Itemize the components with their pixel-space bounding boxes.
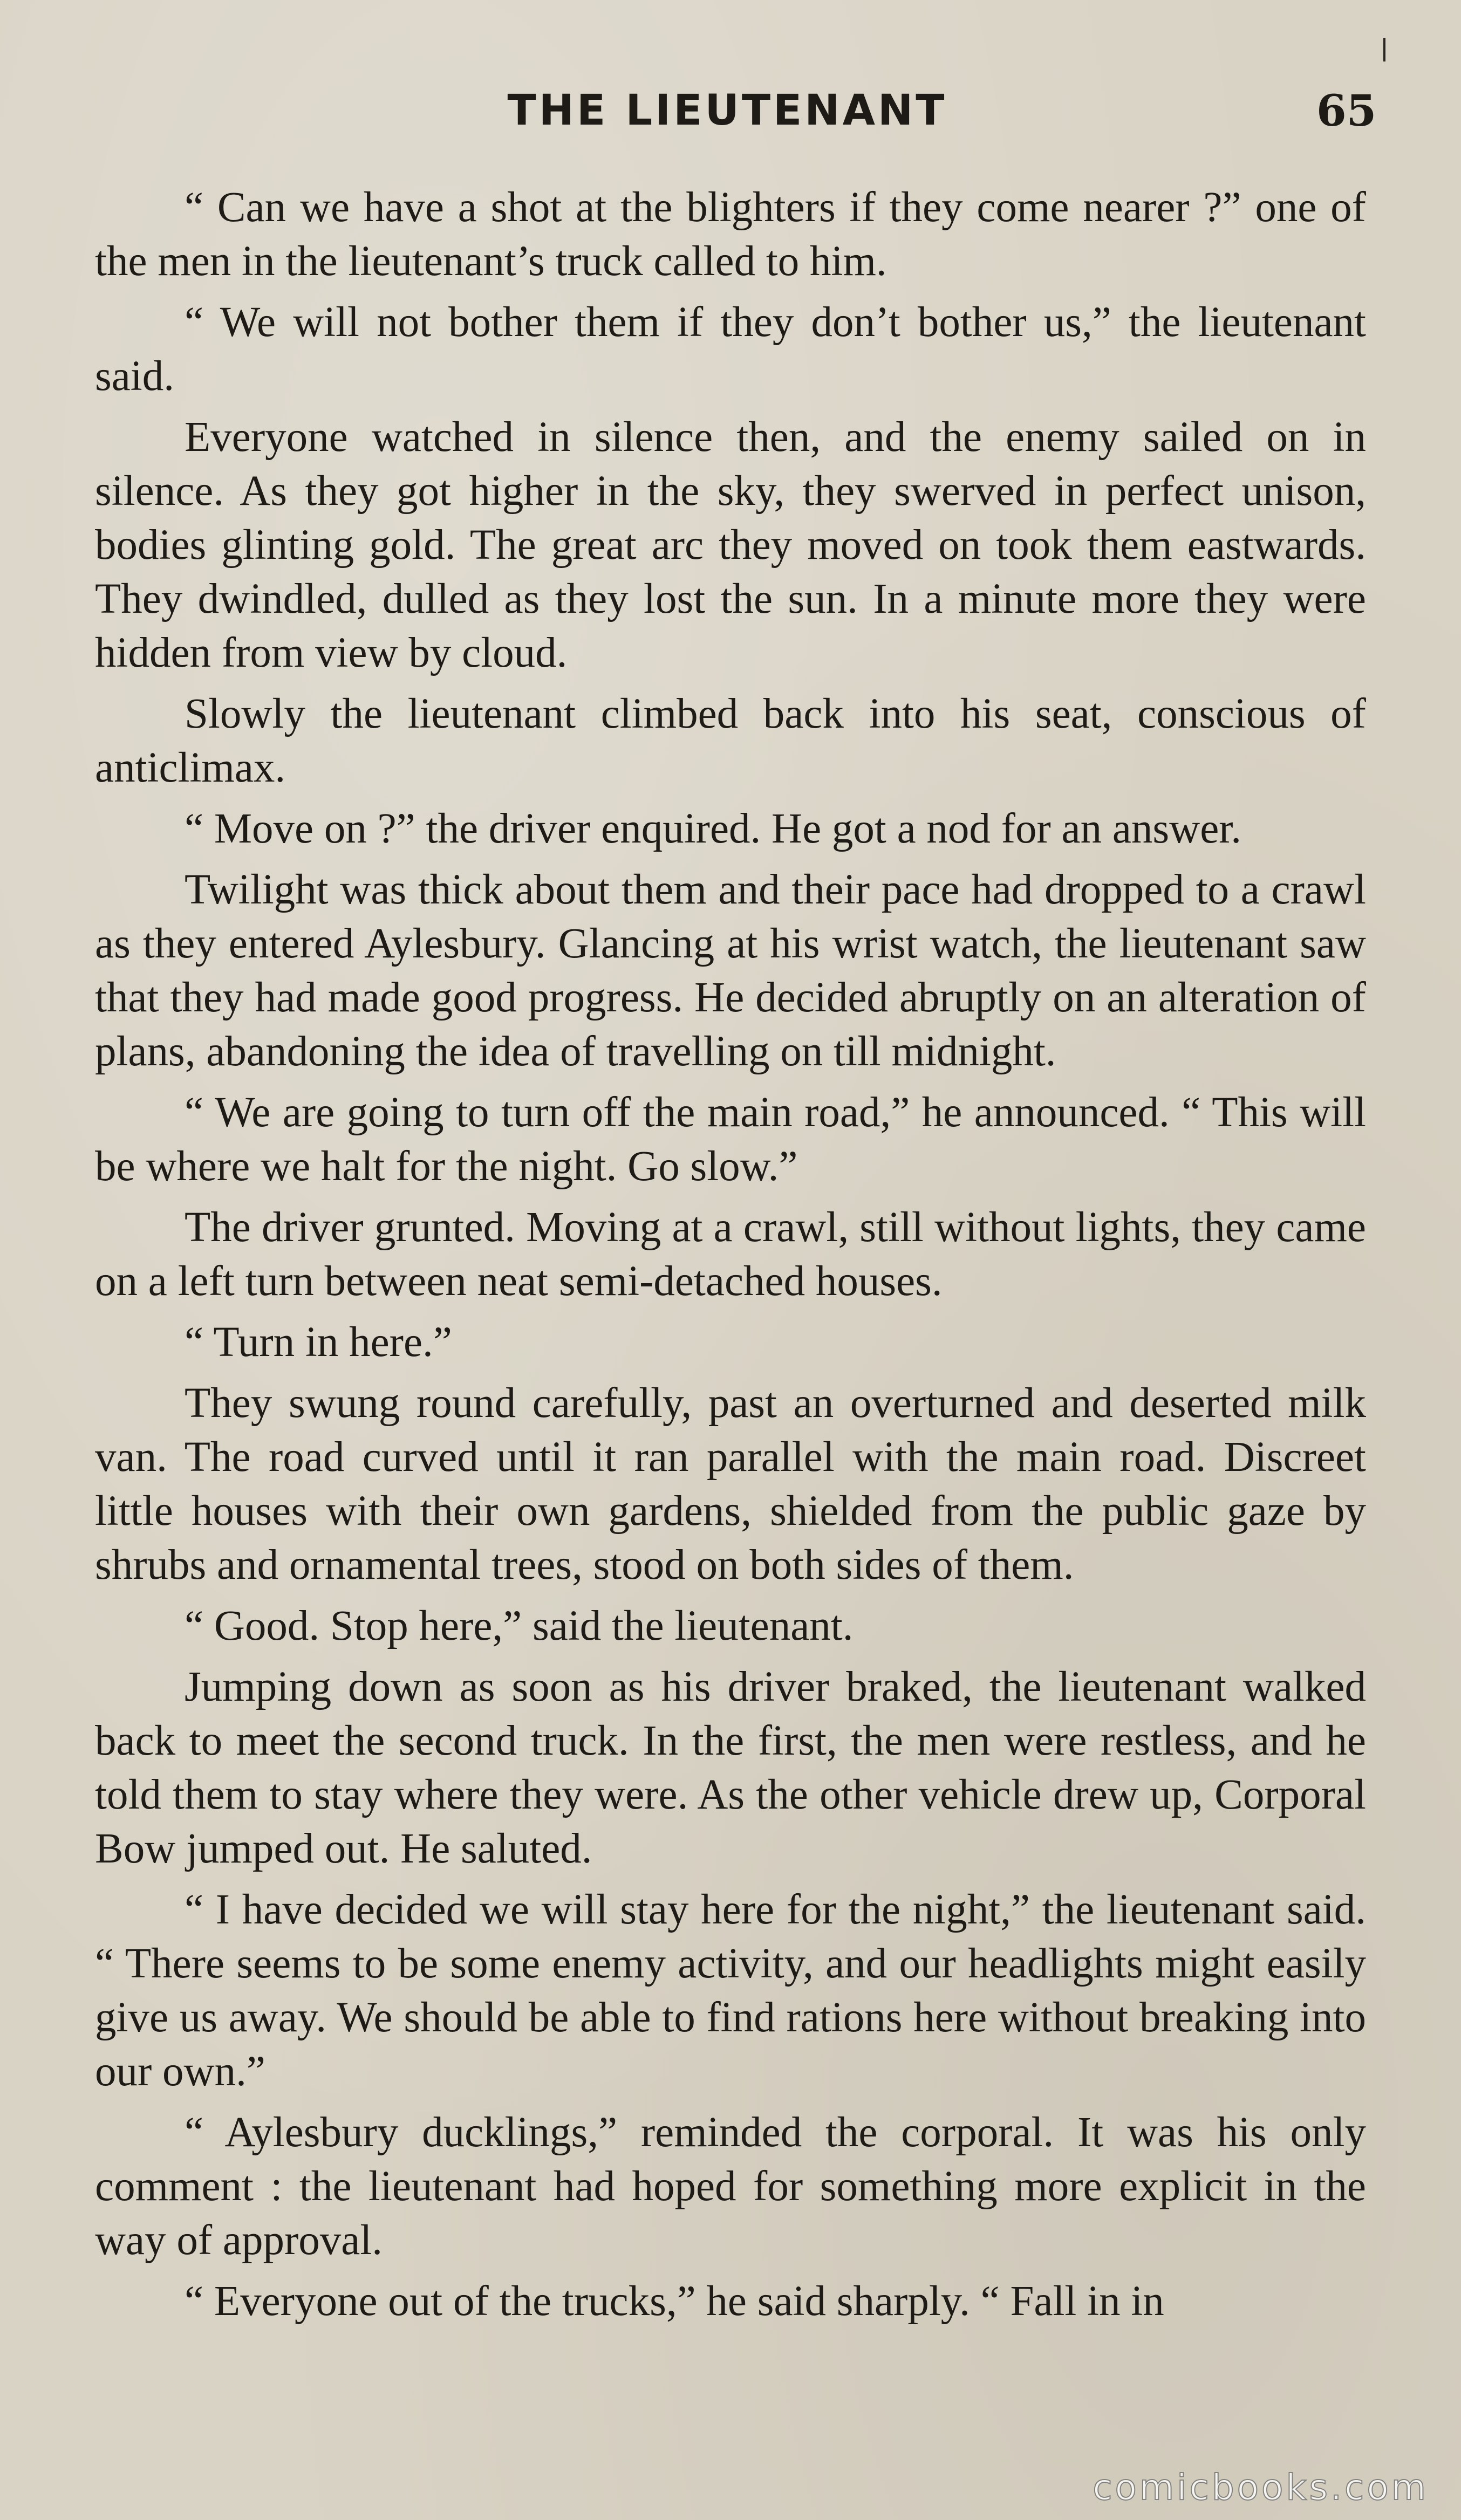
paragraph-1: “ Can we have a shot at the blighters if they come nearer ?” one of the men in the lieutenant’s truck called to him. bbox=[95, 184, 1366, 285]
paragraph-4: Slowly the lieutenant climbed back into his seat, conscious of anticlimax. bbox=[95, 690, 1366, 791]
page-number: 65 bbox=[1316, 85, 1377, 136]
paragraph-15: “ Everyone out of the trucks,” he said sharply. “ Fall in in bbox=[185, 2278, 1164, 2325]
paragraph-14: “ Aylesbury ducklings,” reminded the corporal. It was his only comment : the lieutenant had hoped for something more explicit in the way of approval. bbox=[95, 2109, 1366, 2264]
paragraph-9: “ Turn in here.” bbox=[185, 1319, 452, 1366]
paragraph-8: The driver grunted. Moving at a crawl, still without lights, they came on a left turn between neat semi-detached houses. bbox=[95, 1204, 1366, 1305]
body-text bbox=[95, 181, 1366, 2336]
page-header bbox=[0, 81, 1461, 140]
scan-mark bbox=[1383, 38, 1385, 61]
paragraph-13: “ I have decided we will stay here for the night,” the lieutenant said. “ There seems to be some enemy activity, and our headlights might easily give us away. We should be able to find rations here without breaking into our own.” bbox=[95, 1886, 1366, 2095]
running-title: THE LIEUTENANT bbox=[507, 86, 947, 135]
paragraph-6: Twilight was thick about them and their pace had dropped to a crawl as they entered Aylesbury. Glancing at his wrist watch, the lieutenant saw that they had made good progress. He decided abruptly on an alteration of plans, abandoning the idea of travelling on till midnight. bbox=[95, 866, 1366, 1075]
paragraph-10: They swung round carefully, past an overturned and deserted milk van. The road curved until it ran parallel with the main road. Discreet little houses with their own gardens, shielded from the public gaze by shrubs and ornamental trees, stood on both sides of them. bbox=[95, 1380, 1366, 1588]
paragraph-12: Jumping down as soon as his driver braked, the lieutenant walked back to meet the second truck. In the first, the men were restless, and he told them to stay where they were. As the other vehicle drew up, Corporal Bow jumped out. He saluted. bbox=[95, 1663, 1366, 1872]
paragraph-3: Everyone watched in silence then, and the enemy sailed on in silence. As they got higher in the sky, they swerved in perfect unison, bodies glinting gold. The great arc they moved on took them eastwards. They dwindled, dulled as they lost the sun. In a minute more they were hidden from view by cloud. bbox=[95, 414, 1366, 676]
paragraph-7: “ We are going to turn off the main road,” he announced. “ This will be where we halt for the night. Go slow.” bbox=[95, 1089, 1366, 1190]
paragraph-2: “ We will not bother them if they don’t bother us,” the lieutenant said. bbox=[95, 299, 1366, 400]
paragraph-11: “ Good. Stop here,” said the lieutenant. bbox=[185, 1603, 854, 1649]
watermark: comicbooks.com bbox=[1093, 2467, 1429, 2508]
paragraph-5: “ Move on ?” the driver enquired. He got a nod for an answer. bbox=[185, 805, 1241, 852]
